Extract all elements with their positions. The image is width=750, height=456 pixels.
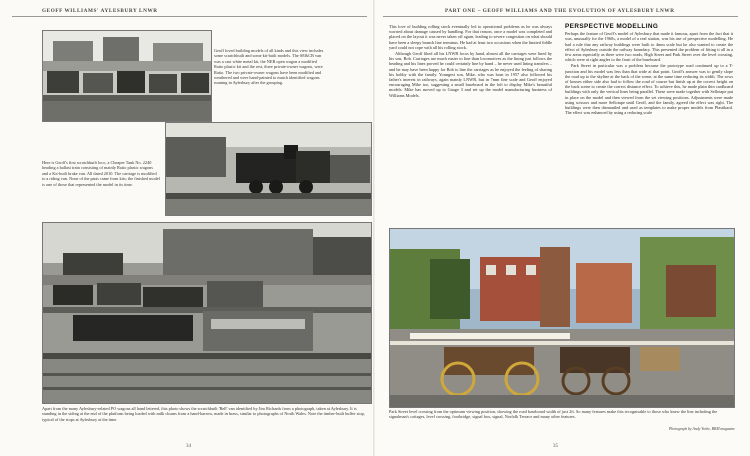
body-column-2 [565,24,733,116]
section-heading: PERSPECTIVE MODELLING [565,23,659,30]
park-street-photo [389,228,735,408]
body-column-1 [389,24,552,99]
loco-photo-image [166,123,371,215]
wagons-photo-image [43,31,211,121]
left-page-number: 34 [186,444,191,449]
caption-bottom-left: Apart from the many Aylesbury-related PO wagons all hand lettered, this photo shows the scratchbuilt 'Bell' van identified by Jim Richards from a photograph, taken at Aylesbury. It is standing in the siding at the end of the platform being loaded with milk churns from a hand-barrow, made in brass, similar to photographs of North Wales. Note the timber-built buffer stop, typical of the stops at Aylesbury at the time. [42,406,365,422]
left-running-head: GEOFF WILLIAMS' AYLESBURY LNWR [42,8,158,14]
caption-top: Geoff loved building models of all kinds and this view includes some scratchbuilt and some kit-built models. The SE&CR van was a cast white metal kit, the NER open wagon a modified Ratio plastic kit and the rest, three private-owner wagons, were Ratio. The two private-owner wagons have been modified and weathered and were hand-painted to match identified wagons running in Aylesbury after the grouping. [214,48,324,86]
caption-mid: Here is Geoff's first scratchbuilt loco, a Cheaper Tank No. 2240 heading a ballast train consisting of mainly Ratio plastic wagons and a Kit-built brake van. All dated 2010. The carriage is modified to a riding van. None of the parts came from kits; the finished model is one of those that represented the model in its time. [42,160,160,187]
wagons-photo [42,30,212,122]
right-running-head: PART ONE – GEOFF WILLIAMS AND THE EVOLUTION OF AYLESBURY LNWR [445,8,675,14]
caption-bottom-right: Park Street level crossing from the optimum viewing position, showing the road baseboard width of just 2ft. So many features make this recognisable to those who knew the line including the signalman's cottages, level crossing, footbridge, signal box, signal, Norfolk Terrace and many other features. [389,409,718,420]
col1-paragraph: Although Geoff liked all his LNWR locos by hand, almost all the carriages were lined by his son, Bob. Carriages are much easier to line than locomotives as the lining just follows the beading and his lines proved he could certainly line by hand – he never used lining transfers – and he may have been happy for Bob to line the carriages as he enjoyed the feeling of sharing his hobby with the family. Youngest son, Mike, who was born in 1957 also followed his father's interest in railways, again mainly LNWR, but in 7mm fine scale and Geoff enjoyed encouraging Mike too, suggesting a small baseboard in the loft to display Mike's beautiful models. Mike has moved up to Gauge 3 and set up the model manufacturing business of Williams Models. [389,51,552,98]
col1-paragraph: This love of building rolling stock eventually led to operational problems as he was always worried about damage caused by handling. For that reason, once a model was completed and placed on the layout it was never taken off again, leading to severe congestion on what should have been a sleepy branch line terminus. He had at least two occasions when the limited fiddle yard could not cope with all his rolling stock. [389,24,552,50]
right-page-number: 35 [553,444,558,449]
right-header-rule [383,16,738,17]
park-street-photo-image [390,229,734,407]
yard-photo [42,222,372,404]
col2-paragraph: Perhaps the feature of Geoff's model of Aylesbury that made it famous, apart from the fact that it was, unusually for the 1960s, a model of a real station, was his use of perspective modelling. He had a rule that any railway buildings were built to 4mm scale but he also wanted to create the effect of Aylesbury outside the railway boundary. This presented the problem of fitting it all in a few areas especially as there were two roads, High Street and Park Street over the level crossing, which were at right angles to the front of the baseboard. [565,31,733,63]
photo-credit: Photograph by Andy Yorke, BRM magazine [668,427,735,431]
left-header-rule [12,16,367,17]
loco-photo [165,122,372,216]
yard-photo-image [43,223,371,403]
col2-paragraph: Park Street in particular was a problem because the prototype road continued up to a T-junction and his model was less than that wide at that point. Geoff's answer was to gently slope the road up to the skyline at the back of the scene, at the same time reducing its width. The rows of houses either side also had to follow the road of course but finish up at the correct height on the back scene to create the correct distance effect. To achieve this, he made plain thin cardboard buildings with only the vertical lines being parallel. These were made together with Sellotape put in place on the model and then viewed from the set viewing positions. Adjustments were made using scissors and more Sellotape until Geoff, and the family, agreed the effect was right. The buildings were then dismantled and used as templates to make proper models from Plastikard. The effect was enhanced by using a reducing scale [565,63,733,116]
right-page [375,0,750,456]
